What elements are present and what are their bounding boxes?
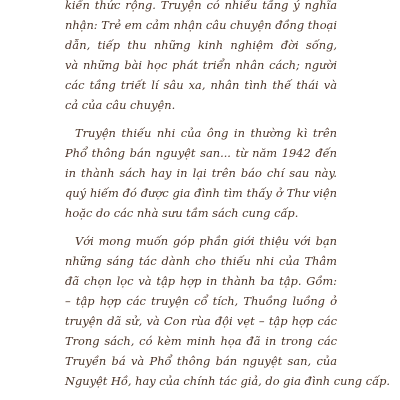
- text-run: những sáng tác dành cho thiếu nhi của Thâm: [65, 254, 337, 268]
- paragraph: [65, 231, 390, 391]
- text-run: Phổ thông bán nguyệt san... từ năm 1942 đến: [65, 146, 337, 160]
- text-run: nhận: Trẻ em cảm nhận câu chuyện đồng thoại: [65, 18, 337, 32]
- text-run: Trong sách, có kèm minh họa đã in trong các: [65, 334, 337, 348]
- text-line: [65, 271, 337, 291]
- paragraph-gap: [65, 115, 337, 123]
- text-line: [65, 55, 337, 75]
- text-line: [65, 251, 337, 271]
- text-run: đã chọn lọc và tập hợp in thành ba tập. Gồm:: [65, 274, 337, 288]
- text-run: hoặc do các nhà sưu tầm sách cung cấp.: [65, 206, 299, 220]
- text-run: các tầng triết lí sâu xa, nhân tình thế thái và: [65, 78, 337, 92]
- text-run: quý hiếm đó được gia đình tìm thấy ở Thư viện: [65, 186, 337, 200]
- text-run: truyện dã sử, và Con rùa đội vẹt – tập hợp các: [65, 314, 337, 328]
- text-line: [65, 291, 337, 311]
- text-run: cả của câu chuyện.: [65, 98, 176, 112]
- text-line: [65, 231, 337, 251]
- text-line: [65, 371, 390, 391]
- text-line: [65, 143, 337, 163]
- text-line: [65, 123, 337, 143]
- paragraph: [65, 0, 337, 115]
- text-line: [65, 35, 337, 55]
- text-run: Với mong muốn góp phần giới thiệu với bạn: [75, 234, 337, 248]
- text-run: Truyền bá và Phổ thông bán nguyệt san, của: [65, 354, 337, 368]
- body-text: [65, 0, 390, 400]
- text-line: [65, 311, 337, 331]
- text-line: [65, 331, 337, 351]
- text-run: in thành sách hay in lại trên báo chí sau này.: [65, 166, 337, 180]
- paragraph: [65, 123, 337, 223]
- paragraph-gap: [65, 223, 337, 231]
- text-line: [65, 95, 337, 115]
- text-run: Truyện thiếu nhi của ông in thường kì trên: [75, 126, 337, 140]
- text-line: [65, 183, 337, 203]
- text-run: dẫn, tiếp thu những kinh nghiệm đời sống,: [65, 38, 337, 52]
- text-line: [65, 351, 337, 371]
- text-run: và những bài học phát triển nhân cách; người: [65, 58, 337, 72]
- text-line: [65, 15, 337, 35]
- text-line: [65, 203, 337, 223]
- text-run: – tập hợp các truyện cổ tích, Thuồng luồng ở: [65, 294, 337, 308]
- paragraph-gap: [65, 391, 337, 399]
- text-run: Nguyệt Hồ, hay của chính tác giả, do gia đình cung cấp.: [65, 374, 390, 388]
- text-line: [65, 75, 337, 95]
- text-line: [65, 0, 337, 15]
- text-line: [65, 163, 337, 183]
- text-run: kiến thức rộng. Truyện có nhiều tầng ý nghĩa: [65, 0, 337, 12]
